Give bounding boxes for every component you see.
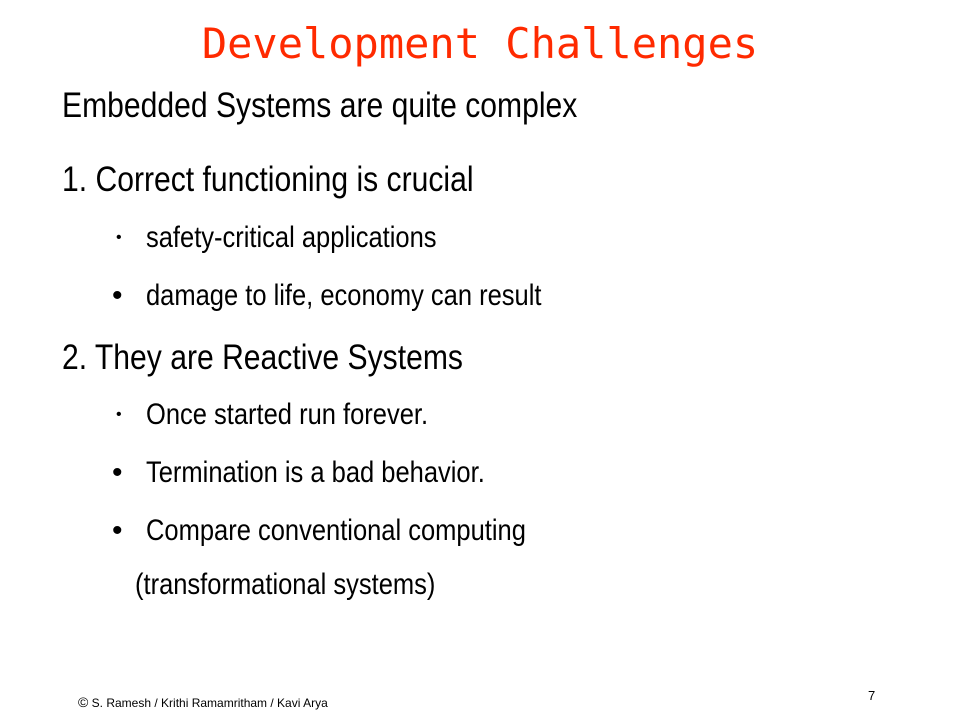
- intro-text: Embedded Systems are quite complex: [62, 86, 578, 125]
- point-1-heading: 1. Correct functioning is crucial: [62, 160, 474, 199]
- bullet-text: safety-critical applications: [146, 221, 437, 254]
- bullet-text: Termination is a bad behavior.: [146, 456, 485, 489]
- slide-title: Development Challenges: [201, 19, 759, 68]
- bullet-text: Compare conventional computing: [146, 514, 526, 547]
- bullet-marker: •: [116, 229, 122, 246]
- point-2-heading: 2. They are Reactive Systems: [62, 338, 463, 377]
- bullet-marker: •: [112, 456, 123, 489]
- footer-authors: S. Ramesh / Krithi Ramamritham / Kavi Arya: [91, 696, 328, 710]
- bullet-marker: •: [112, 514, 123, 547]
- bullet-continuation: (transformational systems): [135, 568, 436, 601]
- footer-credits: [78, 694, 328, 711]
- bullet-marker: •: [116, 406, 122, 423]
- bullet-marker: •: [112, 279, 123, 312]
- page-number: 7: [868, 688, 876, 703]
- bullet-text: Once started run forever.: [146, 398, 429, 431]
- copyright-symbol: ©: [78, 694, 89, 710]
- bullet-text: damage to life, economy can result: [146, 279, 542, 312]
